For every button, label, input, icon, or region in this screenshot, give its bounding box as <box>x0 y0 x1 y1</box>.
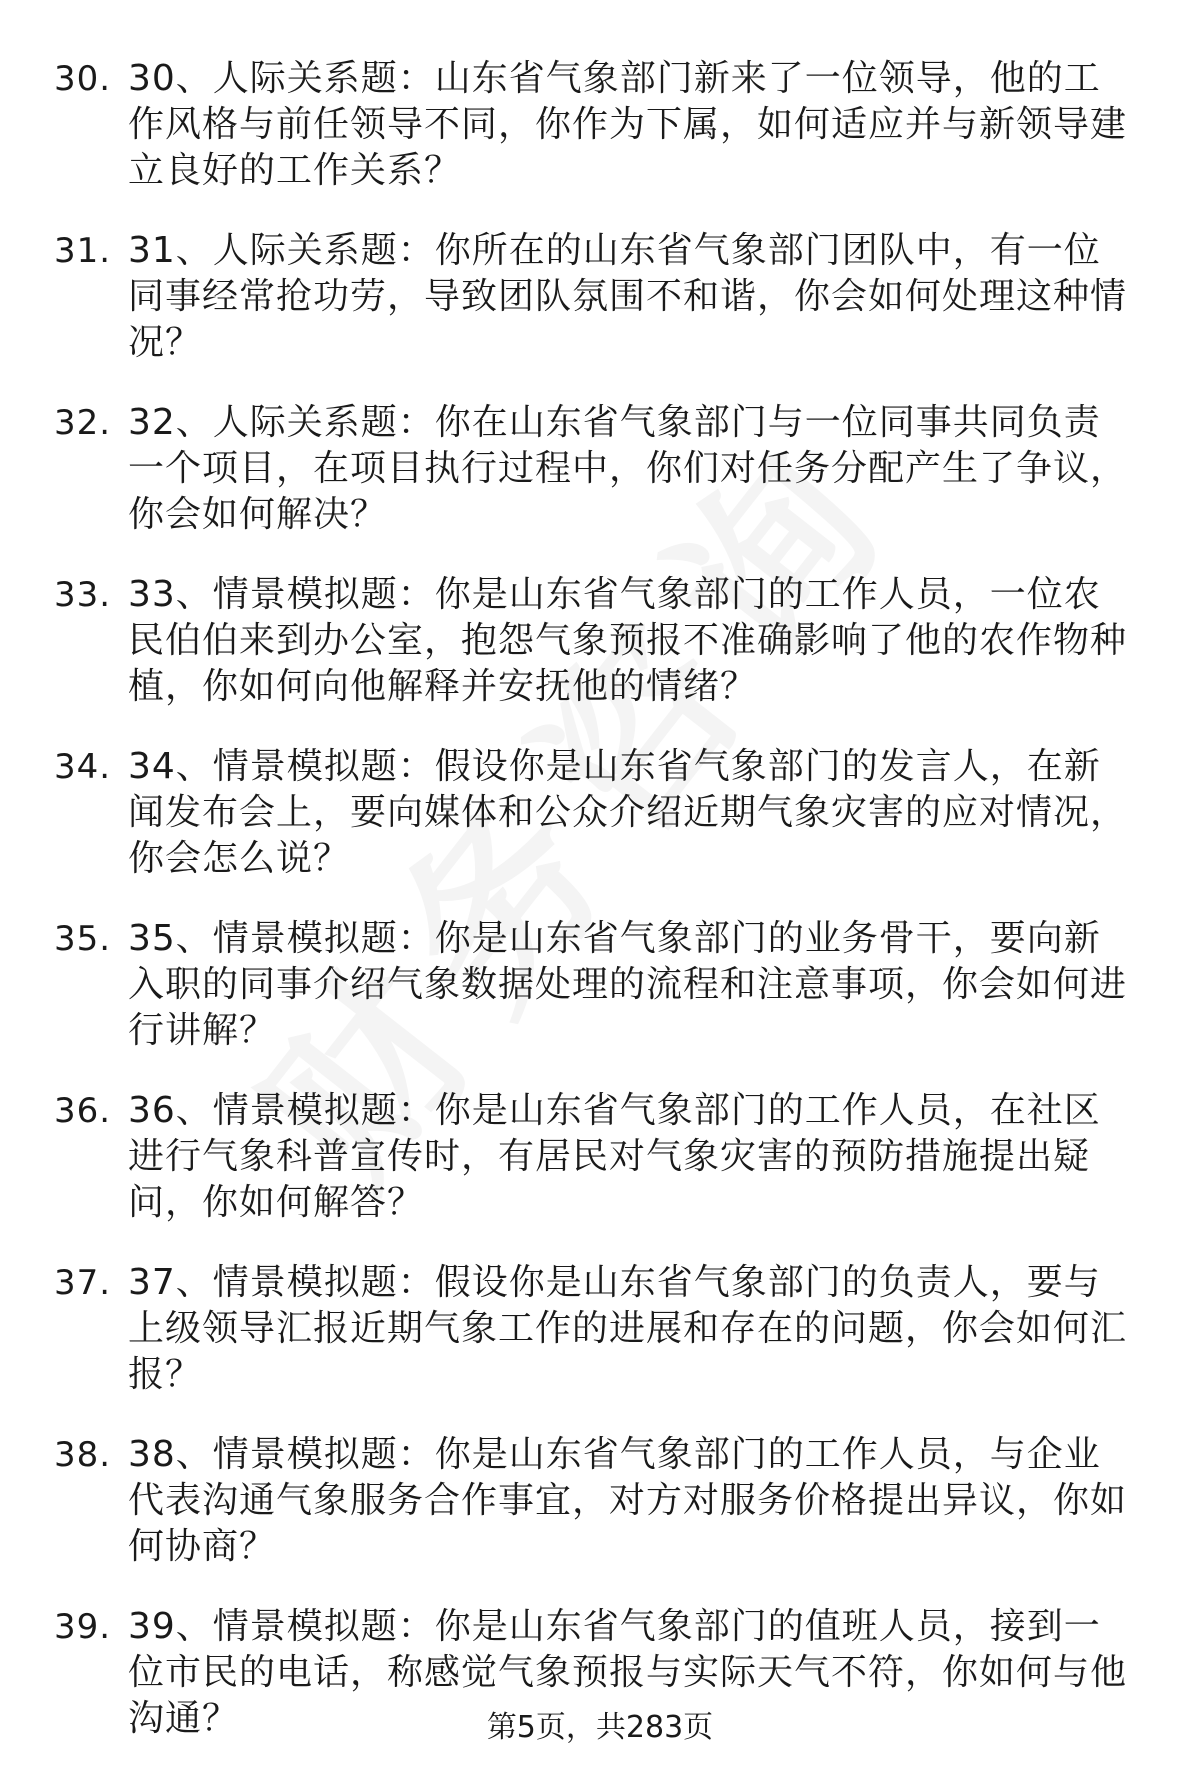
item-number: 37. <box>54 1263 112 1303</box>
list-item <box>0 744 1200 882</box>
item-text: 35、情景模拟题：你是山东省气象部门的业务骨干，要向新入职的同事介绍气象数据处理的流程和注意事项，你会如何进行讲解？ <box>128 918 1128 1051</box>
item-number: 31. <box>54 231 112 271</box>
item-number: 34. <box>54 747 112 787</box>
item-text: 32、人际关系题：你在山东省气象部门与一位同事共同负责一个项目，在项目执行过程中，你们对任务分配产生了争议，你会如何解决？ <box>128 402 1128 535</box>
list-item <box>0 572 1200 710</box>
item-text: 34、情景模拟题：假设你是山东省气象部门的发言人，在新闻发布会上，要向媒体和公众介绍近期气象灾害的应对情况，你会怎么说？ <box>128 746 1128 879</box>
item-number: 30. <box>54 59 112 99</box>
item-number: 35. <box>54 919 112 959</box>
list-item <box>0 916 1200 1054</box>
list-item <box>0 1260 1200 1398</box>
item-text: 37、情景模拟题：假设你是山东省气象部门的负责人，要与上级领导汇报近期气象工作的进展和存在的问题，你会如何汇报？ <box>128 1262 1128 1395</box>
item-text: 30、人际关系题：山东省气象部门新来了一位领导，他的工作风格与前任领导不同，你作为下属，如何适应并与新领导建立良好的工作关系？ <box>128 58 1128 191</box>
list-item <box>0 1432 1200 1570</box>
list-item <box>0 56 1200 194</box>
item-number: 32. <box>54 403 112 443</box>
item-text: 31、人际关系题：你所在的山东省气象部门团队中，有一位同事经常抢功劳，导致团队氛围不和谐，你会如何处理这种情况？ <box>128 230 1128 363</box>
list-item <box>0 1088 1200 1226</box>
item-text: 36、情景模拟题：你是山东省气象部门的工作人员，在社区进行气象科普宣传时，有居民对气象灾害的预防措施提出疑问，你如何解答？ <box>128 1090 1101 1223</box>
item-text: 38、情景模拟题：你是山东省气象部门的工作人员，与企业代表沟通气象服务合作事宜，对方对服务价格提出异议，你如何协商？ <box>128 1434 1128 1567</box>
item-number: 36. <box>54 1091 112 1131</box>
item-text: 39、情景模拟题：你是山东省气象部门的值班人员，接到一位市民的电话，称感觉气象预报与实际天气不符，你如何与他沟通？ <box>128 1606 1128 1739</box>
item-number: 39. <box>54 1607 112 1647</box>
item-text: 33、情景模拟题：你是山东省气象部门的工作人员，一位农民伯伯来到办公室，抱怨气象预报不准确影响了他的农作物种植，你如何向他解释并安抚他的情绪？ <box>128 574 1128 707</box>
question-list <box>0 56 1200 1776</box>
list-item <box>0 400 1200 538</box>
page-footer: 第5页，共283页 <box>486 1710 714 1745</box>
item-number: 38. <box>54 1435 112 1475</box>
item-number: 33. <box>54 575 112 615</box>
list-item <box>0 228 1200 366</box>
